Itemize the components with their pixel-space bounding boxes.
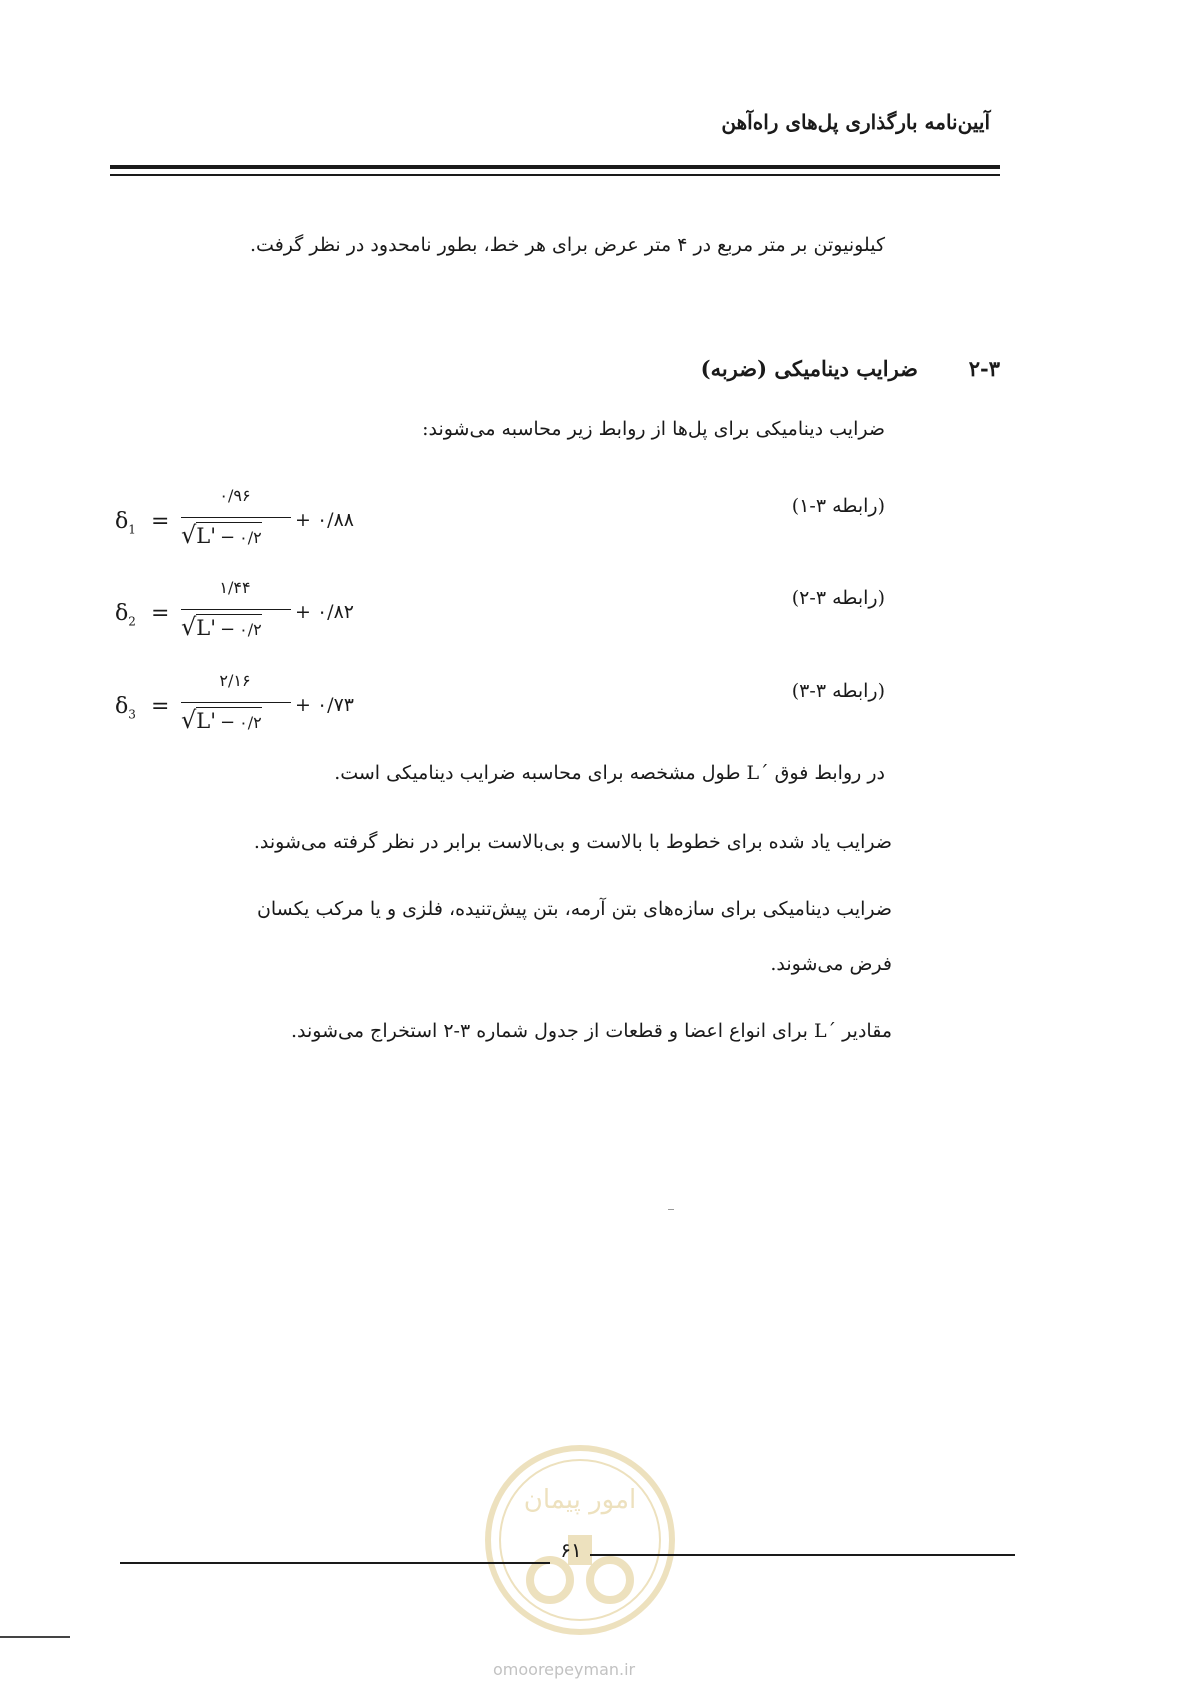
equals-sign: = [151, 601, 170, 626]
formula-1 [115, 486, 355, 566]
intro-paragraph: ضرایب دینامیکی برای پل‌ها از روابط زیر محاسبه می‌شوند: [422, 418, 885, 440]
formula-2 [115, 578, 355, 658]
formula-lhs: $\delta_1$ [115, 509, 136, 537]
stray-mark [668, 1209, 674, 1210]
formula-denominator: √L' − ۰/۲ [181, 706, 262, 734]
formula-3 [115, 671, 355, 751]
fraction-bar [181, 609, 291, 610]
section-title: ضرایب دینامیکی (ضربه) [700, 356, 918, 381]
values-paragraph: مقادیر ´L برای انواع اعضا و قطعات از جدول شماره ۳-۲ استخراج می‌شوند. [290, 1020, 892, 1042]
formula-denominator: √L' − ۰/۲ [181, 613, 262, 641]
formula-addend: + ۰/۸۸ [295, 509, 354, 531]
equals-sign: = [151, 509, 170, 534]
formula-addend: + ۰/۸۲ [295, 601, 354, 623]
formula-numerator: ۲/۱۶ [219, 671, 251, 690]
formula-denominator: √L' − ۰/۲ [181, 521, 262, 549]
section-number: ۲-۳ [968, 356, 1000, 381]
relation-label-2: (رابطه ۳-۲) [791, 587, 885, 609]
header-rule-thin [110, 174, 1000, 176]
equals-sign: = [151, 694, 170, 719]
footer-rule-left [120, 1562, 550, 1564]
footer-rule-right [590, 1554, 1015, 1556]
seal-text: امور پیمان [523, 1485, 637, 1515]
relation-label-3: (رابطه ۳-۳) [791, 680, 885, 702]
formula-lhs: $\delta_3$ [115, 694, 136, 722]
fraction-bar [181, 702, 291, 703]
running-head: آیین‌نامه بارگذاری پل‌های راه‌آهن [721, 110, 990, 134]
fraction-bar [181, 517, 291, 518]
formula-numerator: ۰/۹۶ [219, 486, 251, 505]
edge-mark [0, 1636, 70, 1638]
relation-label-1: (رابطه ۳-۱) [791, 495, 885, 517]
header-rule-thick [110, 165, 1000, 169]
definition-paragraph: در روابط فوق ´L طول مشخصه برای محاسبه ضرایب دینامیکی است. [334, 762, 885, 784]
formula-lhs: $\delta_2$ [115, 601, 136, 629]
structures-paragraph-line-1: ضرایب دینامیکی برای سازه‌های بتن آرمه، بتن پیش‌تنیده، فلزی و یا مرکب یکسان [256, 898, 892, 920]
watermark-text: omoorepeyman.ir [493, 1660, 636, 1679]
page-number: ۶۱ [560, 1538, 582, 1562]
continuation-paragraph: کیلونیوتن بر متر مربع در ۴ متر عرض برای هر خط، بطور نامحدود در نظر گرفت. [250, 234, 885, 256]
ballast-paragraph: ضرایب یاد شده برای خطوط با بالاست و بی‌بالاست برابر در نظر گرفته می‌شوند. [253, 831, 892, 853]
structures-paragraph-line-2: فرض می‌شوند. [770, 953, 892, 975]
formula-addend: + ۰/۷۳ [295, 694, 354, 716]
formula-numerator: ۱/۴۴ [219, 578, 251, 597]
